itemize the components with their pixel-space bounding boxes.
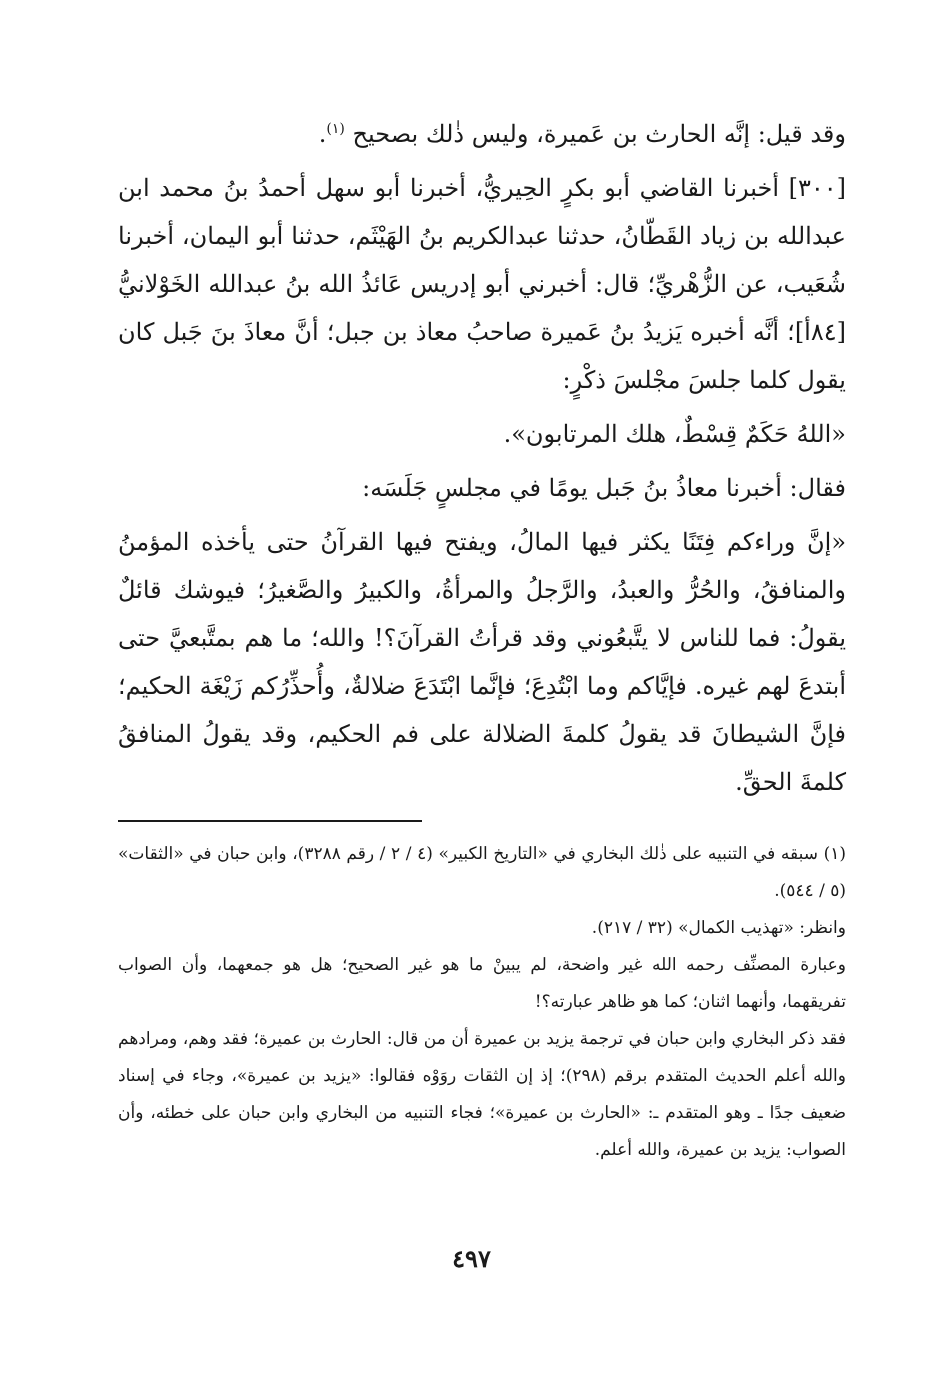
main-paragraph-3: «اللهُ حَكَمٌ قِسْطٌ، هلك المرتابون». (503, 420, 846, 448)
footnote-paragraph-3: وعبارة المصنِّف رحمه الله غير واضحة، لم يبينْ ما هو غير الصحيح؛ هل هو جمعهما، وأن الصواب تفريقهما، وأنهما اثنان؛ كما هو ظاهر عبارته؟! (118, 955, 846, 1012)
main-paragraph-2: [٣٠٠] أخبرنا القاضي أبو بكرٍ الحِيريُّ، أخبرنا أبو سهل أحمدُ بنُ محمد ابن عبدالله بن زياد القَطّانُ، حدثنا عبدالكريم بنُ الهَيْثَم، حدثنا أبو اليمان، أخبرنا شُعَيب، عن الزُّهْريِّ؛ قال: أخبرني أبو إدريس عَائذُ الله بنُ عبدالله الخَوْلانيُّ [٨٤أ]؛ أنَّه أخبره يَزيدُ بنُ عَميرة صاحبُ معاذ بن جبل؛ أنَّ معاذَ بنَ جَبل كان يقول كلما جلسَ مجْلسَ ذكْرٍ: (118, 174, 846, 394)
main-paragraph-1-end: . (318, 120, 327, 148)
main-paragraph-1 (118, 110, 846, 158)
book-page (118, 110, 846, 1169)
main-paragraph-1-text: وقد قيل: إنَّه الحارث بن عَميرة، وليس ذٰلك بصحيح (352, 120, 846, 148)
page-number: ٤٩٧ (452, 1244, 491, 1273)
main-paragraph-4: فقال: أخبرنا معاذُ بنُ جَبل يومًا في مجلسٍ جَلَسَه: (362, 474, 846, 502)
footnote-reference: (١) (326, 121, 345, 137)
footnote-divider (118, 820, 422, 822)
footnotes (118, 836, 846, 1169)
footnote-paragraph-4: فقد ذكر البخاري وابن حبان في ترجمة يزيد بن عميرة أن من قال: الحارث بن عميرة؛ فقد وهم، ومرادهم والله أعلم الحديث المتقدم برقم (٢٩٨)؛ إذ إن الثقات روَوْه فقالوا: «يزيد بن عميرة»، وجاء في إسناد ضعيف جدًا ـ وهو المتقدم ـ: «الحارث بن عميرة»؛ فجاء التنبيه من البخاري وابن حبان على خطئه، وأن الصواب: يزيد بن عميرة، والله أعلم. (118, 1029, 846, 1160)
main-text (118, 110, 846, 806)
footnote-paragraph-1: (١) سبقه في التنبيه على ذٰلك البخاري في «التاريخ الكبير» (٤ / ٢ / رقم ٣٢٨٨)، وابن حبان في «الثقات» (٥ / ٥٤٤). (118, 844, 846, 901)
footnote-paragraph-2: وانظر: «تهذيب الكمال» (٣٢ / ٢١٧). (591, 918, 846, 938)
main-paragraph-5: «إنَّ وراءكم فِتَنًا يكثر فيها المالُ، ويفتح فيها القرآنُ حتى يأخذه المؤمنُ والمنافقُ، والحُرُّ والعبدُ، والرَّجلُ والمرأةُ، والكبيرُ والصَّغيرُ؛ فيوشك قائلٌ يقولُ: فما للناس لا يتَّبعُوني وقد قرأتُ القرآنَ؟! والله؛ ما هم بمتَّبعيَّ حتى أبتدعَ لهم غيره. فإيَّاكم وما ابْتُدِعَ؛ فإنَّما ابْتَدَعَ ضلالةٌ، وأُحذِّرُكم زَيْغَة الحكيم؛ فإنَّ الشيطانَ قد يقولُ كلمةَ الضلالة على فم الحكيم، وقد يقولُ المنافقُ كلمةَ الحقِّ. (118, 528, 847, 796)
